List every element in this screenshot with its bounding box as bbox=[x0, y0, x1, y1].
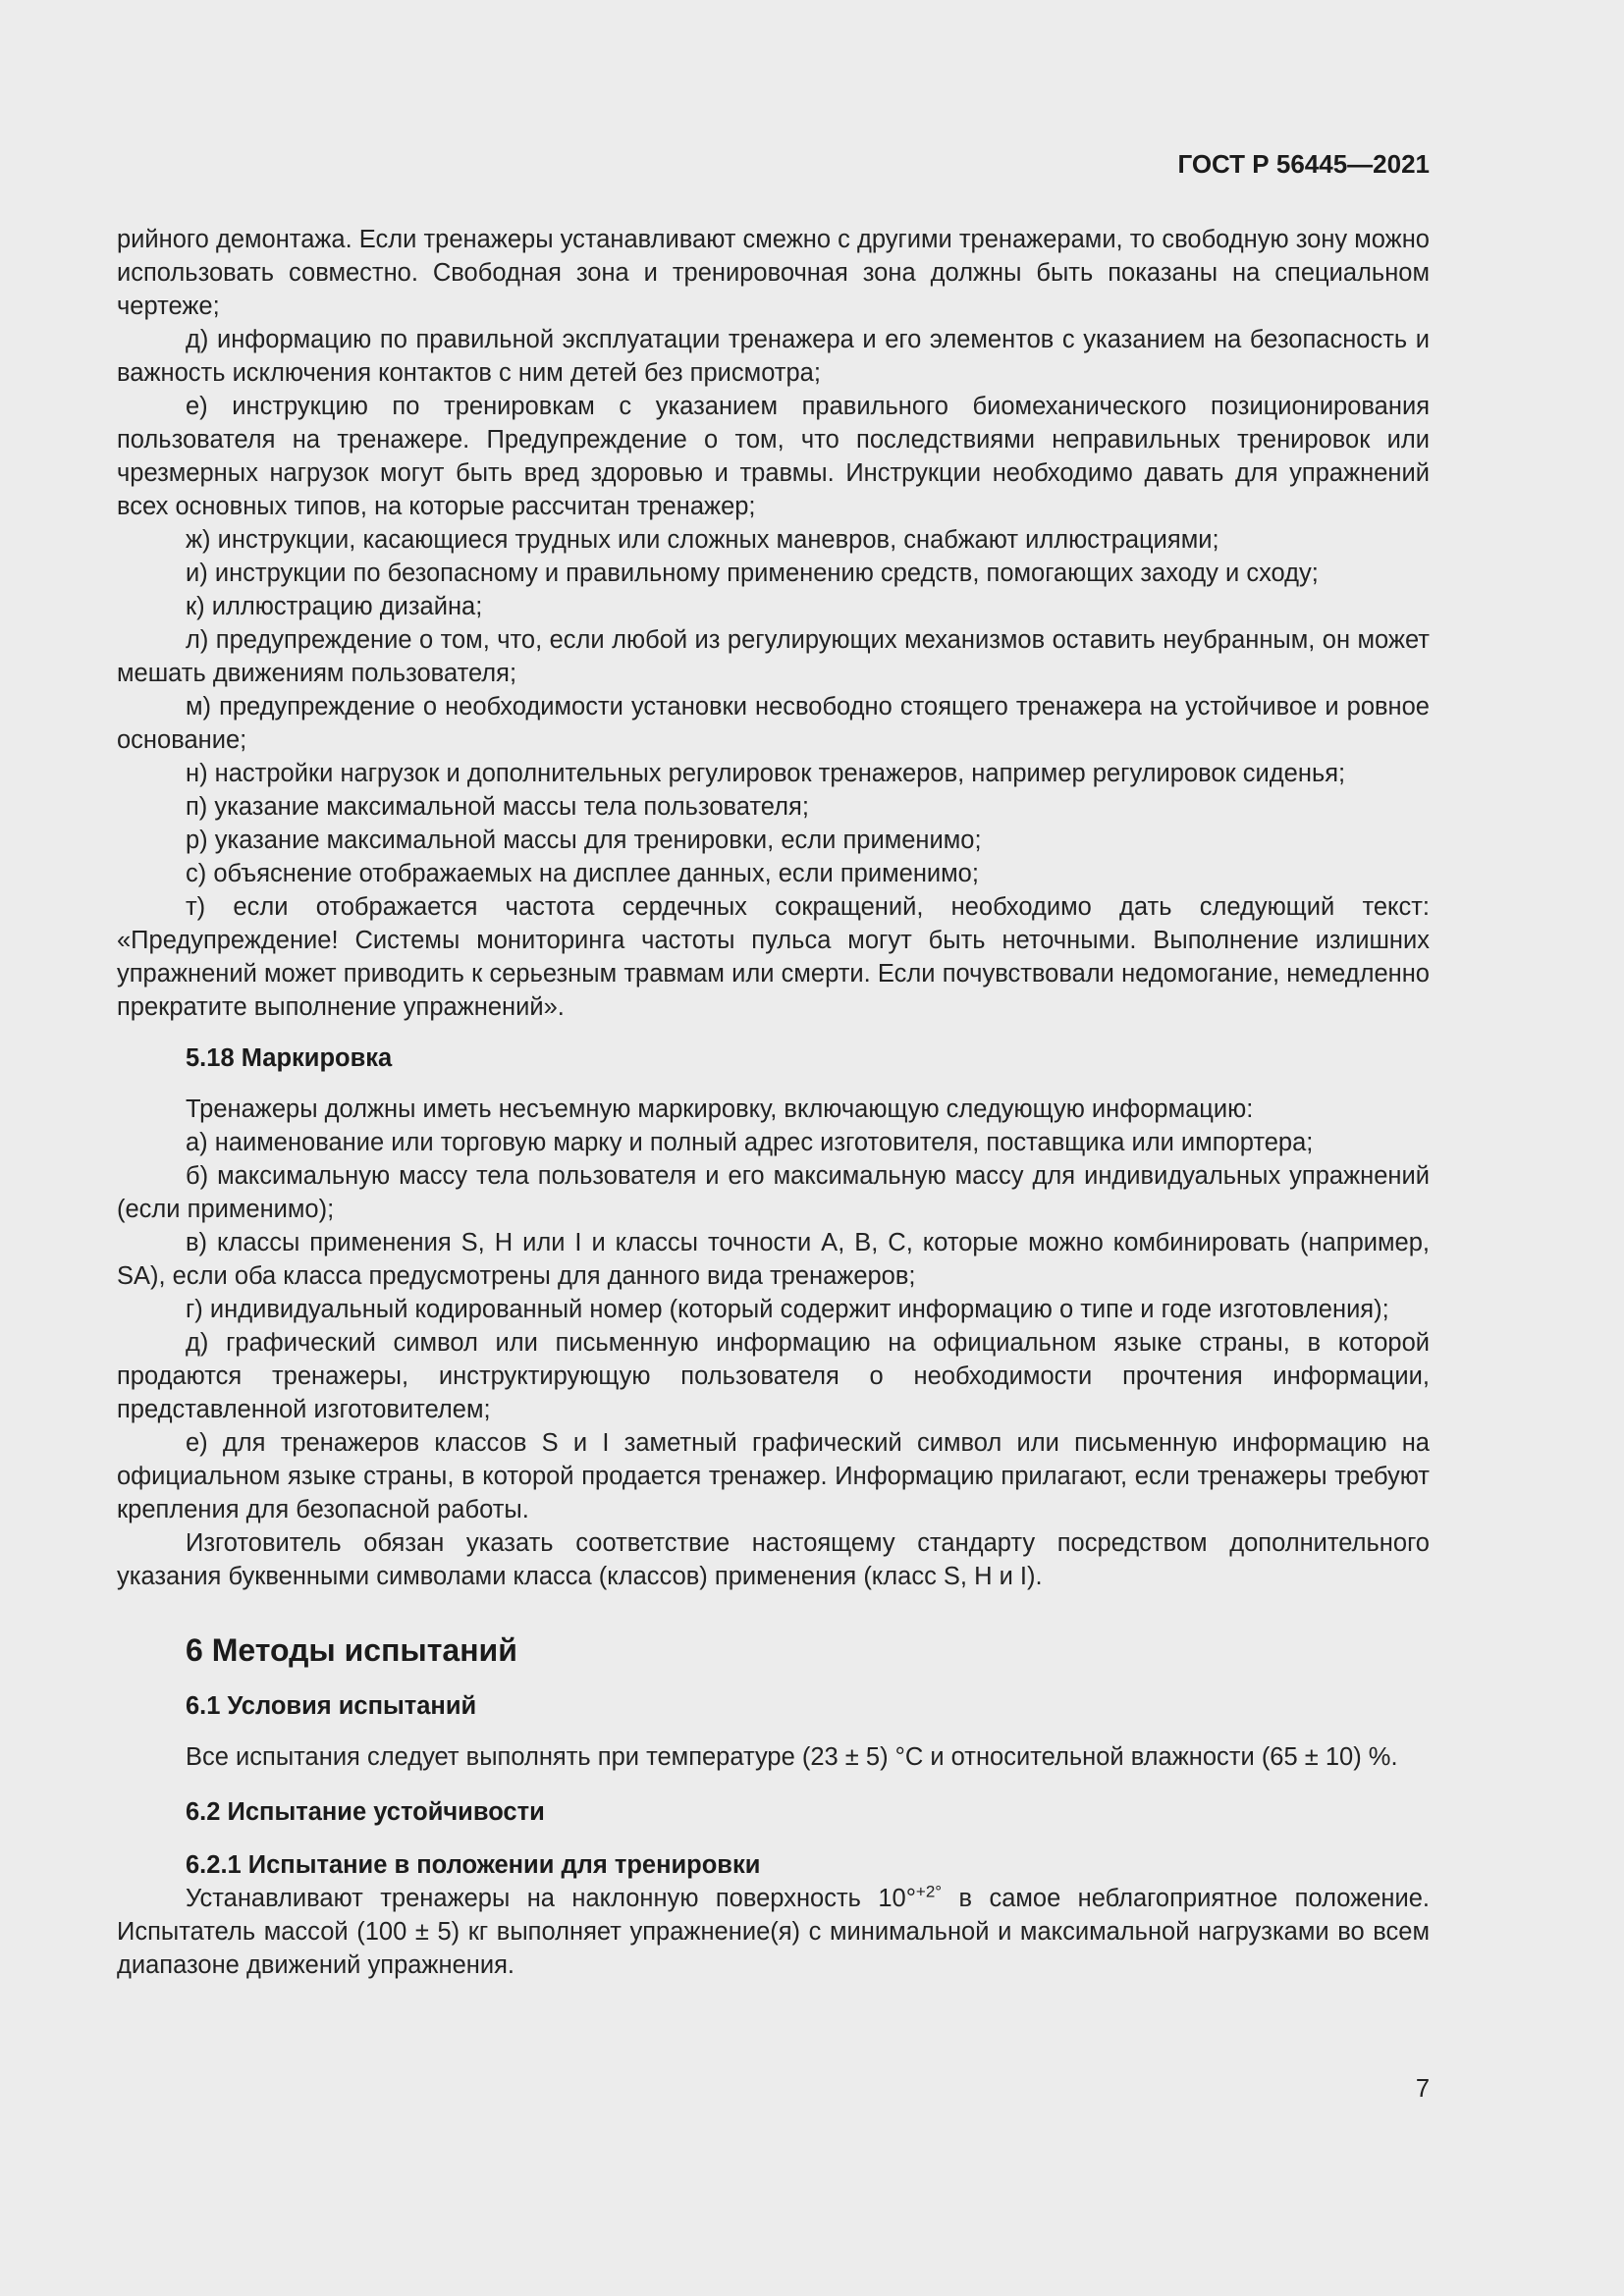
section-6-heading: 6 Методы испытаний bbox=[186, 1632, 517, 1668]
list-item-t: т) если отображается частота сердечных сокращений, необходимо дать следующий текст: «Предупреждение! Системы мониторинга частоты пульса могут быть неточными. Выполнение излишних упражнений может приводить к серьезным травмам или смерти. Если почувствовали недомогание, немедленно прекратите выполнение упражнений». bbox=[117, 893, 1430, 1021]
page-number: 7 bbox=[1415, 2075, 1430, 2103]
marking-item-b: б) максимальную массу тела пользователя и его максимальную массу для индивидуальных упражнений (если применимо); bbox=[117, 1162, 1430, 1223]
list-item-i: и) инструкции по безопасному и правильному применению средств, помогающих заходу и сходу; bbox=[186, 560, 1319, 587]
stability-test-text-start: Устанавливают тренажеры на наклонную поверхность 10° bbox=[186, 1885, 916, 1912]
section-6-2-1-heading: 6.2.1 Испытание в положении для тренировки bbox=[186, 1851, 761, 1879]
list-item-e: е) инструкцию по тренировкам с указанием правильного биомеханического позиционирования пользователя на тренажере. Предупреждение о том, что последствиями неправильных тренировок или чрезмерных нагрузок могут быть вред здоровью и травмы. Инструкции необходимо давать для упражнений всех основных типов, на которые рассчитан тренажер; bbox=[117, 393, 1430, 520]
marking-item-e: е) для тренажеров классов S и I заметный графический символ или письменную информацию на официальном языке страны, в которой продается тренажер. Информацию прилагают, если тренажеры требуют крепления для безопасной работы. bbox=[117, 1429, 1430, 1523]
stability-test-text bbox=[117, 1882, 1430, 1982]
marking-manufacturer-note: Изготовитель обязан указать соответствие настоящему стандарту посредством дополнительного указания буквенными символами класса (классов) применения (класс S, H и I). bbox=[117, 1529, 1430, 1590]
list-item-r: р) указание максимальной массы для тренировки, если применимо; bbox=[186, 827, 982, 854]
paragraph-continuation: рийного демонтажа. Если тренажеры устанавливают смежно с другими тренажерами, то свободную зону можно использовать совместно. Свободная зона и тренировочная зона должны быть показаны на специальном чертеже; bbox=[117, 226, 1430, 320]
tolerance-superscript: +2° bbox=[915, 1882, 943, 1901]
list-item-n: н) настройки нагрузок и дополнительных регулировок тренажеров, например регулировок сиденья; bbox=[186, 760, 1346, 787]
list-item-m: м) предупреждение о необходимости установки несвободно стоящего тренажера на устойчивое и ровное основание; bbox=[117, 693, 1430, 754]
section-5-18-heading: 5.18 Маркировка bbox=[186, 1044, 393, 1072]
list-item-l: л) предупреждение о том, что, если любой из регулирующих механизмов оставить неубранным, он может мешать движениям пользователя; bbox=[117, 626, 1430, 687]
document-standard-number: ГОСТ Р 56445—2021 bbox=[1177, 149, 1430, 179]
list-item-p: п) указание максимальной массы тела пользователя; bbox=[186, 793, 809, 821]
marking-item-d: д) графический символ или письменную информацию на официальном языке страны, в которой продаются тренажеры, инструктирующую пользователя о необходимости прочтения информации, представленной изготовителем; bbox=[117, 1329, 1430, 1423]
marking-item-g: г) индивидуальный кодированный номер (который содержит информацию о типе и годе изготовления); bbox=[186, 1296, 1389, 1323]
stability-test-text-end: в самое неблагоприятное положение. Испытатель массой (100 ± 5) кг выполняет упражнение(я) с минимальной и максимальной нагрузками во всем диапазоне движений упражнения. bbox=[117, 1885, 1430, 1979]
marking-item-v: в) классы применения S, H или I и классы точности A, B, C, которые можно комбинировать (например, SA), если оба класса предусмотрены для данного вида тренажеров; bbox=[117, 1229, 1430, 1290]
section-6-1-heading: 6.1 Условия испытаний bbox=[186, 1692, 477, 1720]
list-item-d: д) информацию по правильной эксплуатации тренажера и его элементов с указанием на безопасность и важность исключения контактов с ним детей без присмотра; bbox=[117, 326, 1430, 387]
marking-intro: Тренажеры должны иметь несъемную маркировку, включающую следующую информацию: bbox=[186, 1095, 1254, 1123]
page-content bbox=[117, 223, 1430, 1982]
list-item-k: к) иллюстрацию дизайна; bbox=[186, 593, 483, 620]
marking-item-a: а) наименование или торговую марку и полный адрес изготовителя, поставщика или импортера; bbox=[186, 1129, 1314, 1156]
section-6-2-heading: 6.2 Испытание устойчивости bbox=[186, 1798, 545, 1826]
test-conditions-text: Все испытания следует выполнять при температуре (23 ± 5) °C и относительной влажности (65 ± 10) %. bbox=[186, 1743, 1398, 1771]
list-item-s: с) объяснение отображаемых на дисплее данных, если применимо; bbox=[186, 860, 979, 887]
list-item-zh: ж) инструкции, касающиеся трудных или сложных маневров, снабжают иллюстрациями; bbox=[186, 526, 1219, 554]
